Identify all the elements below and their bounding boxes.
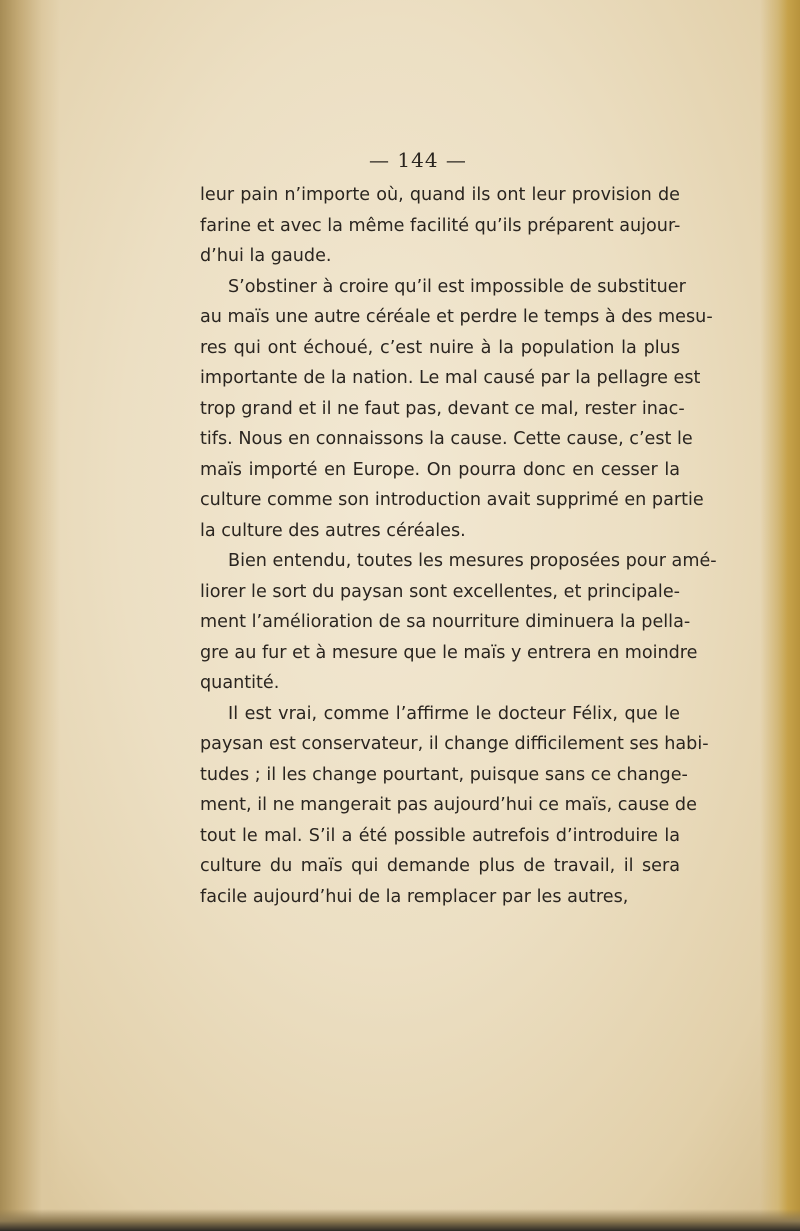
page-right-edge [760, 0, 800, 1231]
page-binding-shadow [0, 0, 60, 1231]
text-line: au maïs une autre céréale et perdre le temps à des mesu- [200, 307, 713, 327]
text-line: liorer le sort du paysan sont excellentes, et principale- [200, 581, 680, 602]
text-line: ment l’amélioration de sa nourriture diminuera la pella- [200, 612, 691, 632]
text-line: culture comme son introduction avait supprimé en partie [200, 490, 704, 510]
text-line: d’hui la gaude. [200, 246, 332, 266]
text-line: paysan est conservateur, il change difficilement ses habi- [200, 734, 709, 754]
text-line: culture du maïs qui demande plus de travail, il sera [200, 856, 680, 876]
text-line: maïs importé en Europe. On pourra donc en cesser la [200, 459, 680, 480]
text-line: la culture des autres céréales. [200, 520, 466, 541]
page-bottom-edge [0, 1209, 800, 1231]
text-line: tout le mal. S’il a été possible autrefois d’introduire la [200, 825, 680, 846]
page-number: — 144 — [369, 148, 467, 172]
text-line: farine et avec la même facilité qu’ils préparent aujour- [200, 215, 681, 236]
text-line: tudes ; il les change pourtant, puisque sans ce change- [200, 764, 688, 785]
text-line: facile aujourd’hui de la remplacer par les autres, [200, 886, 629, 907]
text-line: res qui ont échoué, c’est nuire à la population la plus [200, 337, 680, 358]
text-line: Il est vrai, comme l’affirme le docteur Félix, que le [228, 703, 680, 724]
body-text [200, 180, 717, 912]
text-line: trop grand et il ne faut pas, devant ce mal, rester inac- [200, 398, 685, 419]
text-line: gre au fur et à mesure que le maïs y entrera en moindre [200, 642, 698, 663]
text-line: Bien entendu, toutes les mesures proposées pour amé- [228, 551, 717, 571]
text-line: S’obstiner à croire qu’il est impossible de substituer [228, 276, 686, 297]
text-line: importante de la nation. Le mal causé par la pellagre est [200, 368, 701, 388]
text-line: quantité. [200, 673, 280, 693]
text-line: leur pain n’importe où, quand ils ont leur provision de [200, 185, 680, 205]
text-line: tifs. Nous en connaissons la cause. Cette cause, c’est le [200, 429, 693, 449]
text-line: ment, il ne mangerait pas aujourd’hui ce maïs, cause de [200, 795, 697, 815]
